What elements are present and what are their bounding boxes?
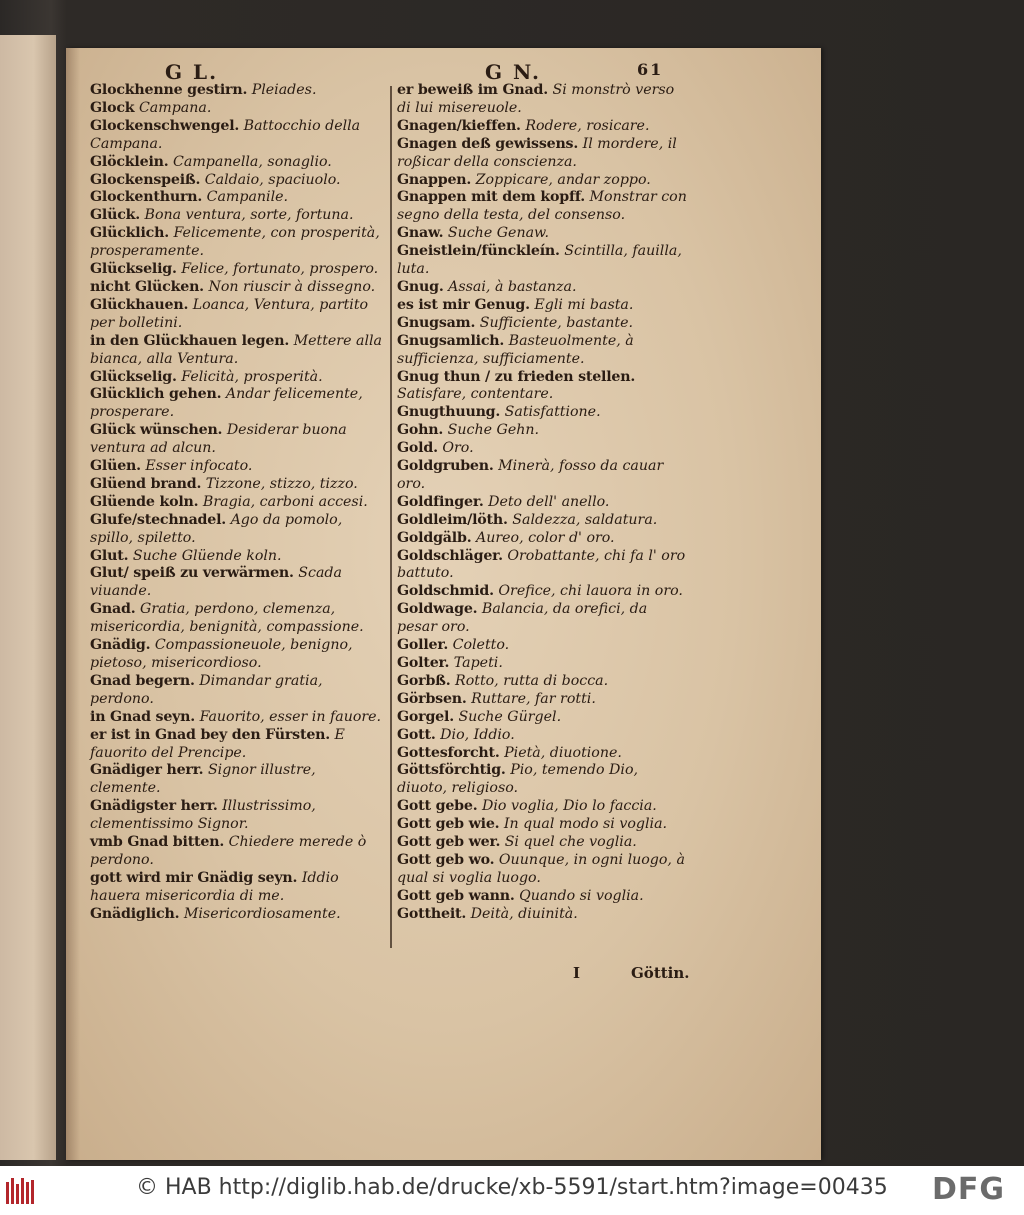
entry-headword: Goldwage. <box>397 601 478 618</box>
right-column <box>397 82 691 924</box>
entry-translation: Monstrar con segno della testa, del consenso. <box>397 189 687 224</box>
entry-translation: Quando si voglia. <box>519 887 644 904</box>
entry-translation: Rodere, rosicare. <box>525 117 650 134</box>
entry-headword: Gnug. <box>397 278 444 295</box>
entry-translation: Chiedere merede ò perdono. <box>90 834 367 868</box>
entry-headword: Goldschmid. <box>397 583 494 600</box>
footer-bar <box>0 1166 1024 1215</box>
entry-translation: Suche Gürgel. <box>458 708 562 725</box>
entry-translation: Pio, temendo Dio, diuoto, religioso. <box>397 762 639 797</box>
entry-headword: Glockenthurn. <box>90 189 203 206</box>
dictionary-entry <box>397 816 691 834</box>
entry-translation: Andar felicemente, prosperare. <box>90 386 363 421</box>
entry-headword: Gnädiglich. <box>90 905 180 922</box>
entry-translation: Felicità, prosperità. <box>181 368 323 385</box>
entry-translation: Tapeti. <box>453 655 503 671</box>
entry-headword: Goldgälb. <box>397 529 472 546</box>
dictionary-entry <box>397 189 691 225</box>
entry-headword: Goldschläger. <box>397 547 503 564</box>
dictionary-entry <box>90 172 382 190</box>
dictionary-entry <box>397 745 691 763</box>
page-number: 61 <box>637 60 664 79</box>
dictionary-entry <box>90 709 382 727</box>
dictionary-entry <box>90 727 382 763</box>
entry-headword: Golter. <box>397 655 450 671</box>
entry-translation: Bragia, carboni accesi. <box>202 493 368 510</box>
entry-translation: Caldaio, spaciuolo. <box>204 171 341 188</box>
hab-logo-icon <box>6 1178 36 1204</box>
entry-translation: Coletto. <box>452 637 510 654</box>
entry-headword: Gnad. <box>90 601 136 618</box>
dictionary-entry <box>397 440 691 458</box>
entry-headword: Glüen. <box>90 458 141 475</box>
entry-translation: Ruttare, far rotti. <box>471 690 596 707</box>
dictionary-entry <box>397 82 691 118</box>
dictionary-entry <box>90 476 382 494</box>
entry-headword: Gott geb wer. <box>397 834 501 851</box>
entry-translation: Deto dell' anello. <box>488 493 610 510</box>
entry-headword: Glufe/stechnadel. <box>90 511 227 528</box>
dictionary-entry <box>90 207 382 225</box>
entry-translation: Suche Glüende koln. <box>132 547 282 564</box>
entry-translation: Signor illustre, clemente. <box>90 762 316 797</box>
entry-translation: Illustrissimo, clementissimo Signor. <box>90 798 316 833</box>
entry-headword: Gottheit. <box>397 905 467 922</box>
entry-headword: Glut/ speiß zu verwärmen. <box>90 565 294 582</box>
dictionary-entry <box>397 315 691 333</box>
dictionary-entry <box>90 870 382 906</box>
dictionary-entry <box>397 297 691 315</box>
entry-translation: Felicemente, con prosperità, prosperamente. <box>90 225 380 260</box>
dictionary-entry <box>90 82 382 100</box>
entry-headword: er beweiß im Gnad. <box>397 82 548 98</box>
dictionary-entry <box>397 637 691 655</box>
dictionary-entry <box>90 189 382 207</box>
dictionary-entry <box>90 637 382 673</box>
dictionary-entry <box>90 369 382 387</box>
dictionary-entry <box>90 100 382 118</box>
dictionary-entry <box>90 154 382 172</box>
dictionary-entry <box>397 530 691 548</box>
entry-translation: Pleiades. <box>251 82 317 98</box>
entry-headword: Gnagen/kieffen. <box>397 117 521 134</box>
entry-headword: Gott gebe. <box>397 798 478 815</box>
dictionary-entry <box>397 601 691 637</box>
dictionary-entry <box>397 691 691 709</box>
dictionary-entry <box>90 565 382 601</box>
entry-headword: Glückselig. <box>90 261 177 278</box>
entry-translation: Satisfattione. <box>504 404 601 421</box>
entry-translation: Si monstrò verso di lui misereuole. <box>397 82 675 116</box>
entry-translation: Iddio hauera misericordia di me. <box>90 869 339 904</box>
dictionary-entry <box>397 369 691 405</box>
entry-headword: gott wird mir Gnädig seyn. <box>90 869 298 886</box>
entry-translation: Mettere alla bianca, alla Ventura. <box>90 332 382 367</box>
entry-translation: Scintilla, fauilla, luta. <box>397 243 682 278</box>
entry-headword: Göttsförchtig. <box>397 762 506 779</box>
dictionary-entry <box>397 834 691 852</box>
entry-headword: Gnug thun / zu frieden stellen. <box>397 368 636 385</box>
entry-headword: Gnaw. <box>397 225 444 242</box>
entry-headword: Gott geb wann. <box>397 887 515 904</box>
entry-translation: Assai, à bastanza. <box>448 278 577 295</box>
entry-translation: Sufficiente, bastante. <box>479 314 634 331</box>
entry-translation: Saldezza, saldatura. <box>512 511 658 528</box>
entry-translation: Battocchio della Campana. <box>90 117 361 152</box>
entry-translation: Deità, diuinità. <box>470 905 578 922</box>
entry-headword: Gnugsam. <box>397 314 476 331</box>
dictionary-entry <box>90 512 382 548</box>
entry-translation: Esser infocato. <box>145 458 253 475</box>
dictionary-entry <box>397 673 691 691</box>
entry-headword: Glüende koln. <box>90 493 199 510</box>
entry-headword: in den Glückhauen legen. <box>90 332 290 349</box>
entry-translation: Pietà, diuotione. <box>504 744 622 761</box>
signature-mark: I <box>573 964 581 982</box>
dictionary-entry <box>90 333 382 369</box>
header-left: G L. <box>165 60 219 84</box>
catchword: Göttin. <box>631 964 690 982</box>
column-rule <box>390 86 392 948</box>
header-right: G N. <box>485 60 542 84</box>
entry-translation: Tizzone, stizzo, tizzo. <box>205 475 358 492</box>
entry-headword: Görbsen. <box>397 690 467 707</box>
dictionary-entry <box>397 852 691 888</box>
entry-headword: Glut. <box>90 547 129 564</box>
dictionary-entry <box>397 888 691 906</box>
entry-translation: Basteuolmente, à sufficienza, sufficiamente. <box>397 332 634 367</box>
dictionary-entry <box>397 422 691 440</box>
entry-headword: Goldgruben. <box>397 458 494 475</box>
entry-translation: Gratia, perdono, clemenza, misericordia, benignità, compassione. <box>90 601 364 636</box>
entry-headword: Gorgel. <box>397 708 454 725</box>
entry-headword: es ist mir Genug. <box>397 296 530 313</box>
entry-translation: Ago da pomolo, spillo, spiletto. <box>90 511 343 546</box>
entry-translation: Dimandar gratia, perdono. <box>90 672 323 707</box>
entry-translation: Aureo, color d' oro. <box>475 529 615 546</box>
entry-headword: vmb Gnad bitten. <box>90 834 225 851</box>
entry-headword: Gottesforcht. <box>397 744 500 761</box>
entry-translation: In qual modo si voglia. <box>503 816 668 833</box>
entry-headword: Goller. <box>397 637 449 654</box>
entry-headword: Gnagen deß gewissens. <box>397 135 579 152</box>
dictionary-entry <box>90 118 382 154</box>
entry-headword: Gnugsamlich. <box>397 332 505 349</box>
entry-translation: Campanile. <box>206 189 289 206</box>
entry-translation: Compassioneuole, benigno, pietoso, misericordioso. <box>90 637 353 671</box>
previous-page-edge <box>0 35 56 1160</box>
entry-headword: Glüend brand. <box>90 475 202 492</box>
dictionary-entry <box>397 118 691 136</box>
entry-translation: Non riuscir à dissegno. <box>208 278 376 295</box>
entry-translation: Minerà, fosso da cauar oro. <box>397 458 664 492</box>
entry-translation: Misericordiosamente. <box>183 905 341 922</box>
dictionary-entry <box>90 225 382 261</box>
dictionary-entry <box>397 225 691 243</box>
entry-translation: E fauorito del Prencipe. <box>90 726 345 761</box>
dictionary-entry <box>90 798 382 834</box>
entry-translation: Loanca, Ventura, partito per bolletini. <box>90 296 369 331</box>
entry-translation: Suche Genaw. <box>447 225 550 242</box>
dictionary-entry <box>90 297 382 333</box>
entry-translation: Egli mi basta. <box>534 296 634 313</box>
dictionary-entry <box>397 655 691 673</box>
dictionary-entry <box>397 172 691 190</box>
dictionary-entry <box>90 762 382 798</box>
dictionary-entry <box>397 494 691 512</box>
entry-headword: Gneistlein/fünckleín. <box>397 243 560 260</box>
entry-headword: Gnädigster herr. <box>90 798 218 815</box>
entry-translation: Campanella, sonaglio. <box>173 153 332 170</box>
entry-translation: Orobattante, chi fa l' oro battuto. <box>397 547 686 582</box>
entry-headword: Gott. <box>397 726 436 743</box>
dictionary-entry <box>90 261 382 279</box>
dictionary-entry <box>90 422 382 458</box>
dictionary-entry <box>90 834 382 870</box>
dictionary-entry <box>397 727 691 745</box>
entry-translation: Zoppicare, andar zoppo. <box>475 171 651 188</box>
entry-translation: Campana. <box>138 99 212 116</box>
entry-headword: Glückselig. <box>90 368 177 385</box>
dictionary-entry <box>90 548 382 566</box>
dictionary-entry <box>397 333 691 369</box>
entry-translation: Suche Gehn. <box>447 422 540 439</box>
dictionary-entry <box>397 709 691 727</box>
entry-translation: Dio, Iddio. <box>440 726 515 743</box>
entry-headword: Gnappen. <box>397 171 472 188</box>
entry-headword: Glücklich. <box>90 225 169 242</box>
entry-headword: Gnad begern. <box>90 672 195 689</box>
entry-translation: Dio voglia, Dio lo faccia. <box>481 798 657 815</box>
dictionary-entry <box>90 386 382 422</box>
dictionary-entry <box>90 601 382 637</box>
entry-translation: Si quel che voglia. <box>504 834 637 851</box>
entry-translation: Bona ventura, sorte, fortuna. <box>144 207 354 224</box>
dictionary-entry <box>397 512 691 530</box>
entry-headword: Goldfinger. <box>397 493 484 510</box>
dictionary-entry <box>397 404 691 422</box>
dictionary-entry <box>90 906 382 924</box>
entry-translation: Orefice, chi lauora in oro. <box>498 583 683 600</box>
entry-headword: Gorbß. <box>397 672 451 689</box>
dictionary-entry <box>397 548 691 584</box>
entry-headword: Gnädiger herr. <box>90 762 204 779</box>
entry-headword: Gott geb wie. <box>397 816 500 833</box>
entry-translation: Balancia, da orefici, da pesar oro. <box>397 601 648 636</box>
credit-link[interactable]: © HAB http://diglib.hab.de/drucke/xb-5591/start.htm?image=00435 <box>136 1175 888 1200</box>
dictionary-entry <box>90 494 382 512</box>
entry-headword: Glöcklein. <box>90 153 169 170</box>
entry-translation: Satisfare, contentare. <box>397 386 554 403</box>
entry-headword: Gold. <box>397 440 438 457</box>
dictionary-entry <box>397 136 691 172</box>
entry-headword: Gott geb wo. <box>397 851 495 868</box>
dictionary-entry <box>397 243 691 279</box>
dictionary-entry <box>90 279 382 297</box>
entry-headword: Glock <box>90 99 135 116</box>
dictionary-entry <box>90 458 382 476</box>
entry-headword: Glück. <box>90 207 141 224</box>
dictionary-entry <box>397 798 691 816</box>
entry-headword: Gnugthuung. <box>397 404 501 421</box>
entry-headword: er ist in Gnad bey den Fürsten. <box>90 726 331 743</box>
entry-translation: Oro. <box>442 440 474 457</box>
entry-translation: Scada viuande. <box>90 565 342 600</box>
entry-headword: Glockhenne gestirn. <box>90 82 248 98</box>
dictionary-entry <box>397 583 691 601</box>
entry-headword: Goldleim/löth. <box>397 511 508 528</box>
entry-headword: in Gnad seyn. <box>90 708 196 725</box>
dictionary-entry <box>90 673 382 709</box>
entry-translation: Rotto, rutta di bocca. <box>455 672 609 689</box>
entry-translation: Fauorito, esser in fauore. <box>199 708 382 725</box>
dictionary-entry <box>397 458 691 494</box>
entry-translation: Felice, fortunato, prospero. <box>181 261 379 278</box>
entry-headword: Glück wünschen. <box>90 422 223 439</box>
entry-translation: Il mordere, il roßicar della conscienza. <box>397 135 677 170</box>
entry-headword: Gohn. <box>397 422 444 439</box>
dfg-logo: DFG <box>932 1172 1006 1207</box>
entry-translation: Ouunque, in ogni luogo, à qual si voglia luogo. <box>397 851 685 886</box>
entry-headword: Glockenschwengel. <box>90 117 240 134</box>
dictionary-entry <box>397 762 691 798</box>
left-column <box>90 82 382 924</box>
dictionary-entry <box>397 906 691 924</box>
entry-headword: Glücklich gehen. <box>90 386 222 403</box>
entry-headword: Glockenspeiß. <box>90 171 201 188</box>
entry-translation: Desiderar buona ventura ad alcun. <box>90 422 347 457</box>
entry-headword: Gnappen mit dem kopff. <box>397 189 585 206</box>
entry-headword: Glückhauen. <box>90 296 189 313</box>
dictionary-entry <box>397 279 691 297</box>
entry-headword: Gnädig. <box>90 637 151 654</box>
entry-headword: nicht Glücken. <box>90 278 204 295</box>
